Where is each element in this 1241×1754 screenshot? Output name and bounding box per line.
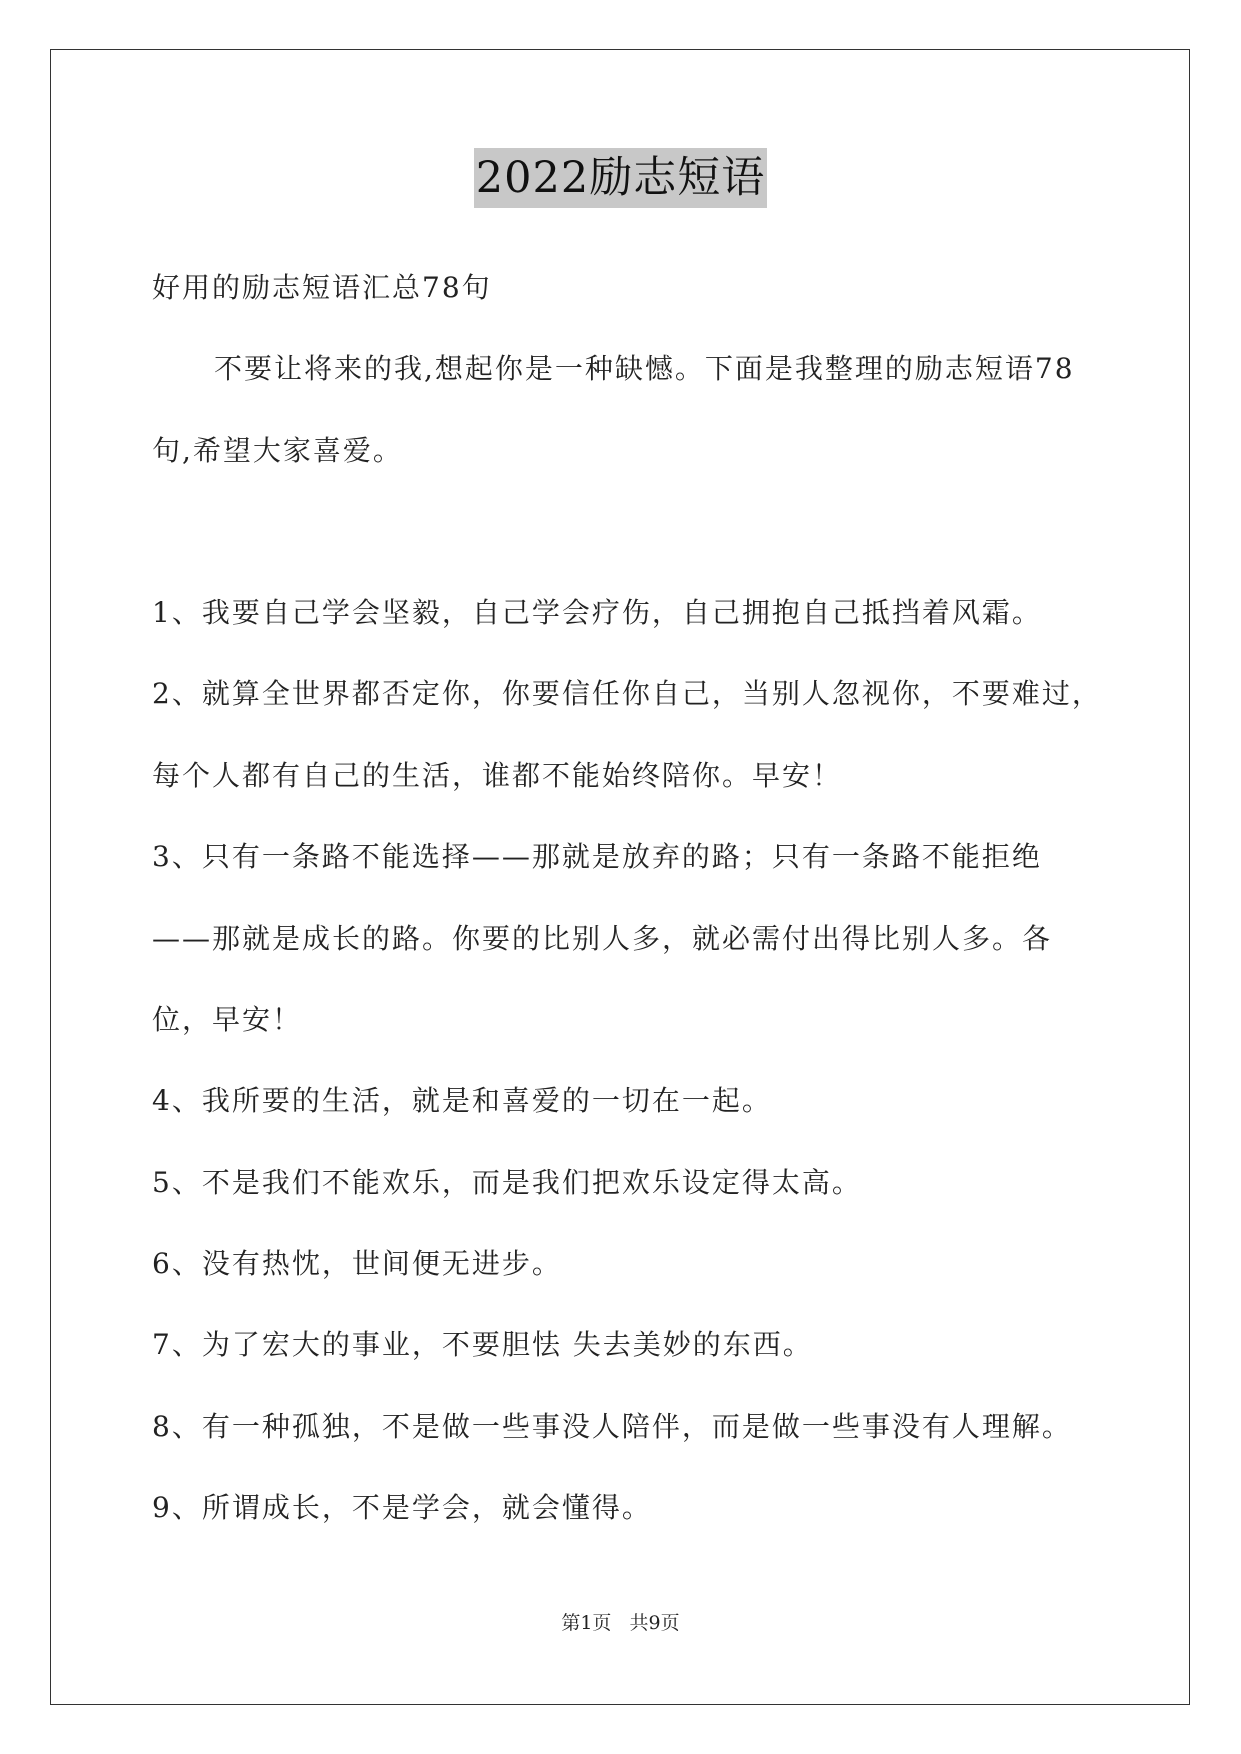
list-item-3-line-2: ——那就是成长的路。你要的比别人多，就必需付出得比别人多。各 xyxy=(152,922,1053,955)
list-item-2-line-1: 2、就算全世界都否定你，你要信任你自己，当别人忽视你，不要难过， xyxy=(152,677,1102,710)
page-footer: 第1页 共9页 xyxy=(561,1612,680,1634)
list-item-8: 8、有一种孤独，不是做一些事没人陪伴，而是做一些事没有人理解。 xyxy=(152,1410,1072,1443)
list-item-2-line-2: 每个人都有自己的生活，谁都不能始终陪你。早安！ xyxy=(152,759,843,792)
list-item-5: 5、不是我们不能欢乐，而是我们把欢乐设定得太高。 xyxy=(152,1166,862,1199)
list-item-3-line-1: 3、只有一条路不能选择——那就是放弃的路；只有一条路不能拒绝 xyxy=(152,840,1042,873)
list-item-4: 4、我所要的生活，就是和喜爱的一切在一起。 xyxy=(152,1084,772,1117)
list-item-6: 6、没有热忱，世间便无进步。 xyxy=(152,1247,562,1280)
list-item-3-line-3: 位，早安！ xyxy=(152,1003,303,1036)
title-container xyxy=(0,148,1241,208)
document-title: 2022励志短语 xyxy=(474,148,767,208)
list-item-1: 1、我要自己学会坚毅，自己学会疗伤，自己拥抱自己抵挡着风霜。 xyxy=(152,596,1042,629)
intro-line-2: 句,希望大家喜爱。 xyxy=(152,434,403,467)
intro-line-1: 不要让将来的我,想起你是一种缺憾。下面是我整理的励志短语78 xyxy=(214,352,1075,385)
list-item-9: 9、所谓成长，不是学会，就会懂得。 xyxy=(152,1491,652,1524)
document-subtitle: 好用的励志短语汇总78句 xyxy=(152,271,492,304)
list-item-7: 7、为了宏大的事业，不要胆怯 失去美妙的东西。 xyxy=(152,1328,813,1361)
